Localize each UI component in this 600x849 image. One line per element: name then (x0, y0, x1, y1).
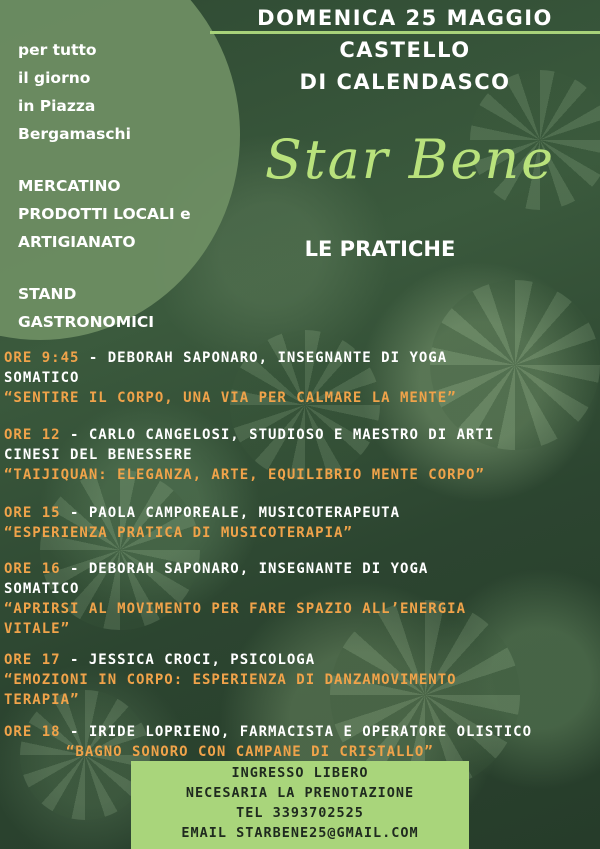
stand-line: STAND (18, 285, 77, 303)
entry-note: INGRESSO LIBERO (231, 765, 369, 781)
schedule-time: ORE 18 (4, 724, 61, 740)
location-line: Bergamaschi (18, 125, 131, 143)
schedule-title: “EMOZIONI IN CORPO: ESPERIENZA DI DANZAMOVIMENTO (4, 672, 457, 688)
stand-note (18, 280, 154, 336)
booking-note: NECESARIA LA PRENOTAZIONE (185, 785, 415, 801)
schedule-title: “BAGNO SONORO CON CAMPANE DI CRISTALLO” (66, 744, 434, 760)
stand-line: GASTRONOMICI (18, 313, 155, 331)
email-address: EMAIL STARBENE25@GMAIL.COM (181, 825, 419, 841)
event-brand-title: Star Bene (264, 128, 556, 191)
location-line: per tutto (18, 41, 97, 59)
section-subtitle: LE PRATICHE (304, 237, 456, 261)
schedule-title: “ESPERIENZA PRATICA DI MUSICOTERAPIA” (4, 525, 353, 541)
schedule-title: TERAPIA” (4, 692, 80, 708)
schedule-item (4, 425, 596, 485)
schedule-time: ORE 12 (4, 427, 61, 443)
schedule-item (4, 503, 596, 543)
location-line: in Piazza (18, 97, 96, 115)
schedule-item (4, 650, 596, 710)
header-divider (210, 31, 600, 34)
schedule-time: ORE 9:45 (4, 350, 80, 366)
location-line: il giorno (18, 69, 91, 87)
schedule-title: “TAIJIQUAN: ELEGANZA, ARTE, EQUILIBRIO MENTE CORPO” (4, 467, 485, 483)
phone-number: TEL 3393702525 (236, 805, 364, 821)
schedule-speaker: SOMATICO (4, 370, 80, 386)
schedule-item (4, 559, 596, 639)
venue-line: DI CALENDASCO (299, 70, 511, 94)
market-line: PRODOTTI LOCALI e (18, 205, 191, 223)
schedule-title: VITALE” (4, 621, 71, 637)
market-line: ARTIGIANATO (18, 233, 136, 251)
schedule-speaker: - CARLO CANGELOSI, STUDIOSO E MAESTRO DI ARTI (60, 427, 495, 443)
schedule-time: ORE 17 (4, 652, 61, 668)
schedule-speaker: - IRIDE LOPRIENO, FARMACISTA E OPERATORE OLISTICO (60, 724, 533, 740)
schedule-speaker: - JESSICA CROCI, PSICOLOGA (60, 652, 316, 668)
schedule-item (4, 348, 596, 408)
schedule-item (4, 722, 596, 762)
schedule-time: ORE 16 (4, 561, 61, 577)
contact-box (131, 761, 469, 849)
market-line: MERCATINO (18, 177, 121, 195)
schedule-time: ORE 15 (4, 505, 61, 521)
market-note (18, 172, 191, 256)
schedule-speaker: CINESI DEL BENESSERE (4, 447, 193, 463)
location-note (18, 36, 131, 148)
schedule-speaker: - DEBORAH SAPONARO, INSEGNANTE DI YOGA (79, 350, 448, 366)
schedule-title: “SENTIRE IL CORPO, UNA VIA PER CALMARE LA MENTE” (4, 390, 457, 406)
schedule-speaker: - PAOLA CAMPOREALE, MUSICOTERAPEUTA (60, 505, 401, 521)
schedule-speaker: - DEBORAH SAPONARO, INSEGNANTE DI YOGA (60, 561, 429, 577)
venue-line: CASTELLO (339, 38, 471, 62)
schedule-speaker: SOMATICO (4, 581, 80, 597)
event-date: DOMENICA 25 MAGGIO (257, 6, 553, 30)
schedule-title: “APRIRSI AL MOVIMENTO PER FARE SPAZIO ALL’ENERGIA (4, 601, 467, 617)
